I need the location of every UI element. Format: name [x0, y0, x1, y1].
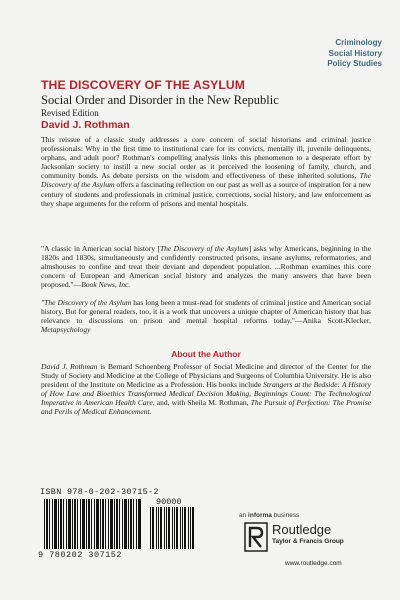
book-author: David J. Rothman — [41, 119, 130, 131]
book-subtitle: Social Order and Disorder in the New Republic — [41, 93, 279, 107]
informa-suffix: business — [271, 512, 300, 519]
quote1-source: Book News, Inc. — [81, 280, 131, 290]
informa-business-tagline — [239, 512, 299, 519]
about-book-perfection: The Pursuit of Perfection: The Promise and Perils of Medical Enhancement. — [41, 398, 371, 417]
publisher-url: www.routledge.com — [285, 560, 342, 567]
routledge-logo-icon — [244, 522, 268, 552]
barcode-bars — [44, 499, 142, 549]
series-line-social-history: Social History — [328, 48, 382, 58]
quote1-text-a: "A classic in American social history [ — [41, 244, 160, 253]
book-description — [41, 135, 371, 208]
isbn-number: ISBN 978-0-202-30715-2 — [40, 487, 159, 497]
about-text-b: and, with Sheila M. Rothman, — [154, 398, 251, 408]
informa-prefix: an — [239, 512, 249, 519]
informa-word: informa — [248, 512, 272, 519]
quote2-text: has long been a must-read for students of criminal justice and American social history. But for general readers, too, it is a work that uncovers a unique chapter of American history that has relevance to discussions on prison and mental hospital reforms today."—Anika Scott-Klecker, — [41, 298, 371, 326]
series-line-policy-studies: Policy Studies — [327, 59, 382, 68]
quote1-book-title: The Discovery of the Asylum — [159, 244, 249, 253]
series-line-criminology: Criminology — [335, 38, 382, 47]
book-title: THE DISCOVERY OF THE ASYLUM — [41, 78, 246, 92]
about-text-a: is Bernard Schoenberg Professor of Social Medicine and director of the Center for the Study of Society and Medicine at the College of Physicians and Surgeons of Columbia University. He is also president of the Institute on Medicine as a Profession. His books include — [41, 362, 371, 390]
series-subjects — [327, 38, 382, 70]
publisher-group: Taylor & Francis Group — [272, 538, 344, 545]
about-author-bio — [41, 362, 371, 417]
quote1-text-b: ] asks why Americans, beginning in the 1820s and 1830s, simultaneously and confidently constructed prisons, insane asylums, reformatories, and almshouses to confine and treat their deviant and dependent population. ...Rothman examines this core concern of European and American social history and analyzes the many answers that have been proposed."— — [41, 244, 371, 290]
review-quote-metapsychology — [41, 298, 371, 334]
barcode-addon-bars — [150, 507, 196, 549]
description-text-1: This reissue of a classic study addresses a core concern of social historians and criminal justice professionals: Why in the first time to institutional care for its convicts, mentally ill, juvenile delinquents, orphans, and adult poor? Rothman's compelling analysis links this phenomenon to a desperate effort by Jacksonian society to instill a new social order as it perceived the loosening of family, church, and community bonds. As debate persists on the wisdom and effectiveness of these inherited solutions, — [41, 135, 371, 181]
isbn-barcode — [38, 487, 208, 563]
book-edition: Revised Edition — [41, 108, 99, 118]
about-books-list: Strangers at the Bedside: A History of How Law and Bioethics Transformed Medical Decision Making, Beginnings Count: The Technological Imperative in American Health Care, — [41, 380, 371, 408]
description-book-title: The Discovery of the Asylum — [41, 171, 371, 190]
about-author-heading: About the Author — [171, 349, 241, 359]
quote2-book-title: "The Discovery of the Asylum — [41, 298, 132, 307]
publisher-name: Routledge — [272, 522, 332, 537]
ean-number: 9 780202 307152 — [38, 550, 123, 560]
barcode-addon-number: 90000 — [156, 497, 182, 507]
description-text-2: offers a fascinating reflection on our past as well as a source of inspiration for a new century of students and professionals in criminal justice, corrections, social history, and law enforcement as they shape arguments for the reform of prisons and mental hospitals. — [41, 180, 372, 208]
about-author-name: David J. Rothman — [41, 362, 98, 371]
review-quote-book-news — [41, 244, 371, 289]
quote2-source: Metapsychology — [41, 325, 91, 335]
